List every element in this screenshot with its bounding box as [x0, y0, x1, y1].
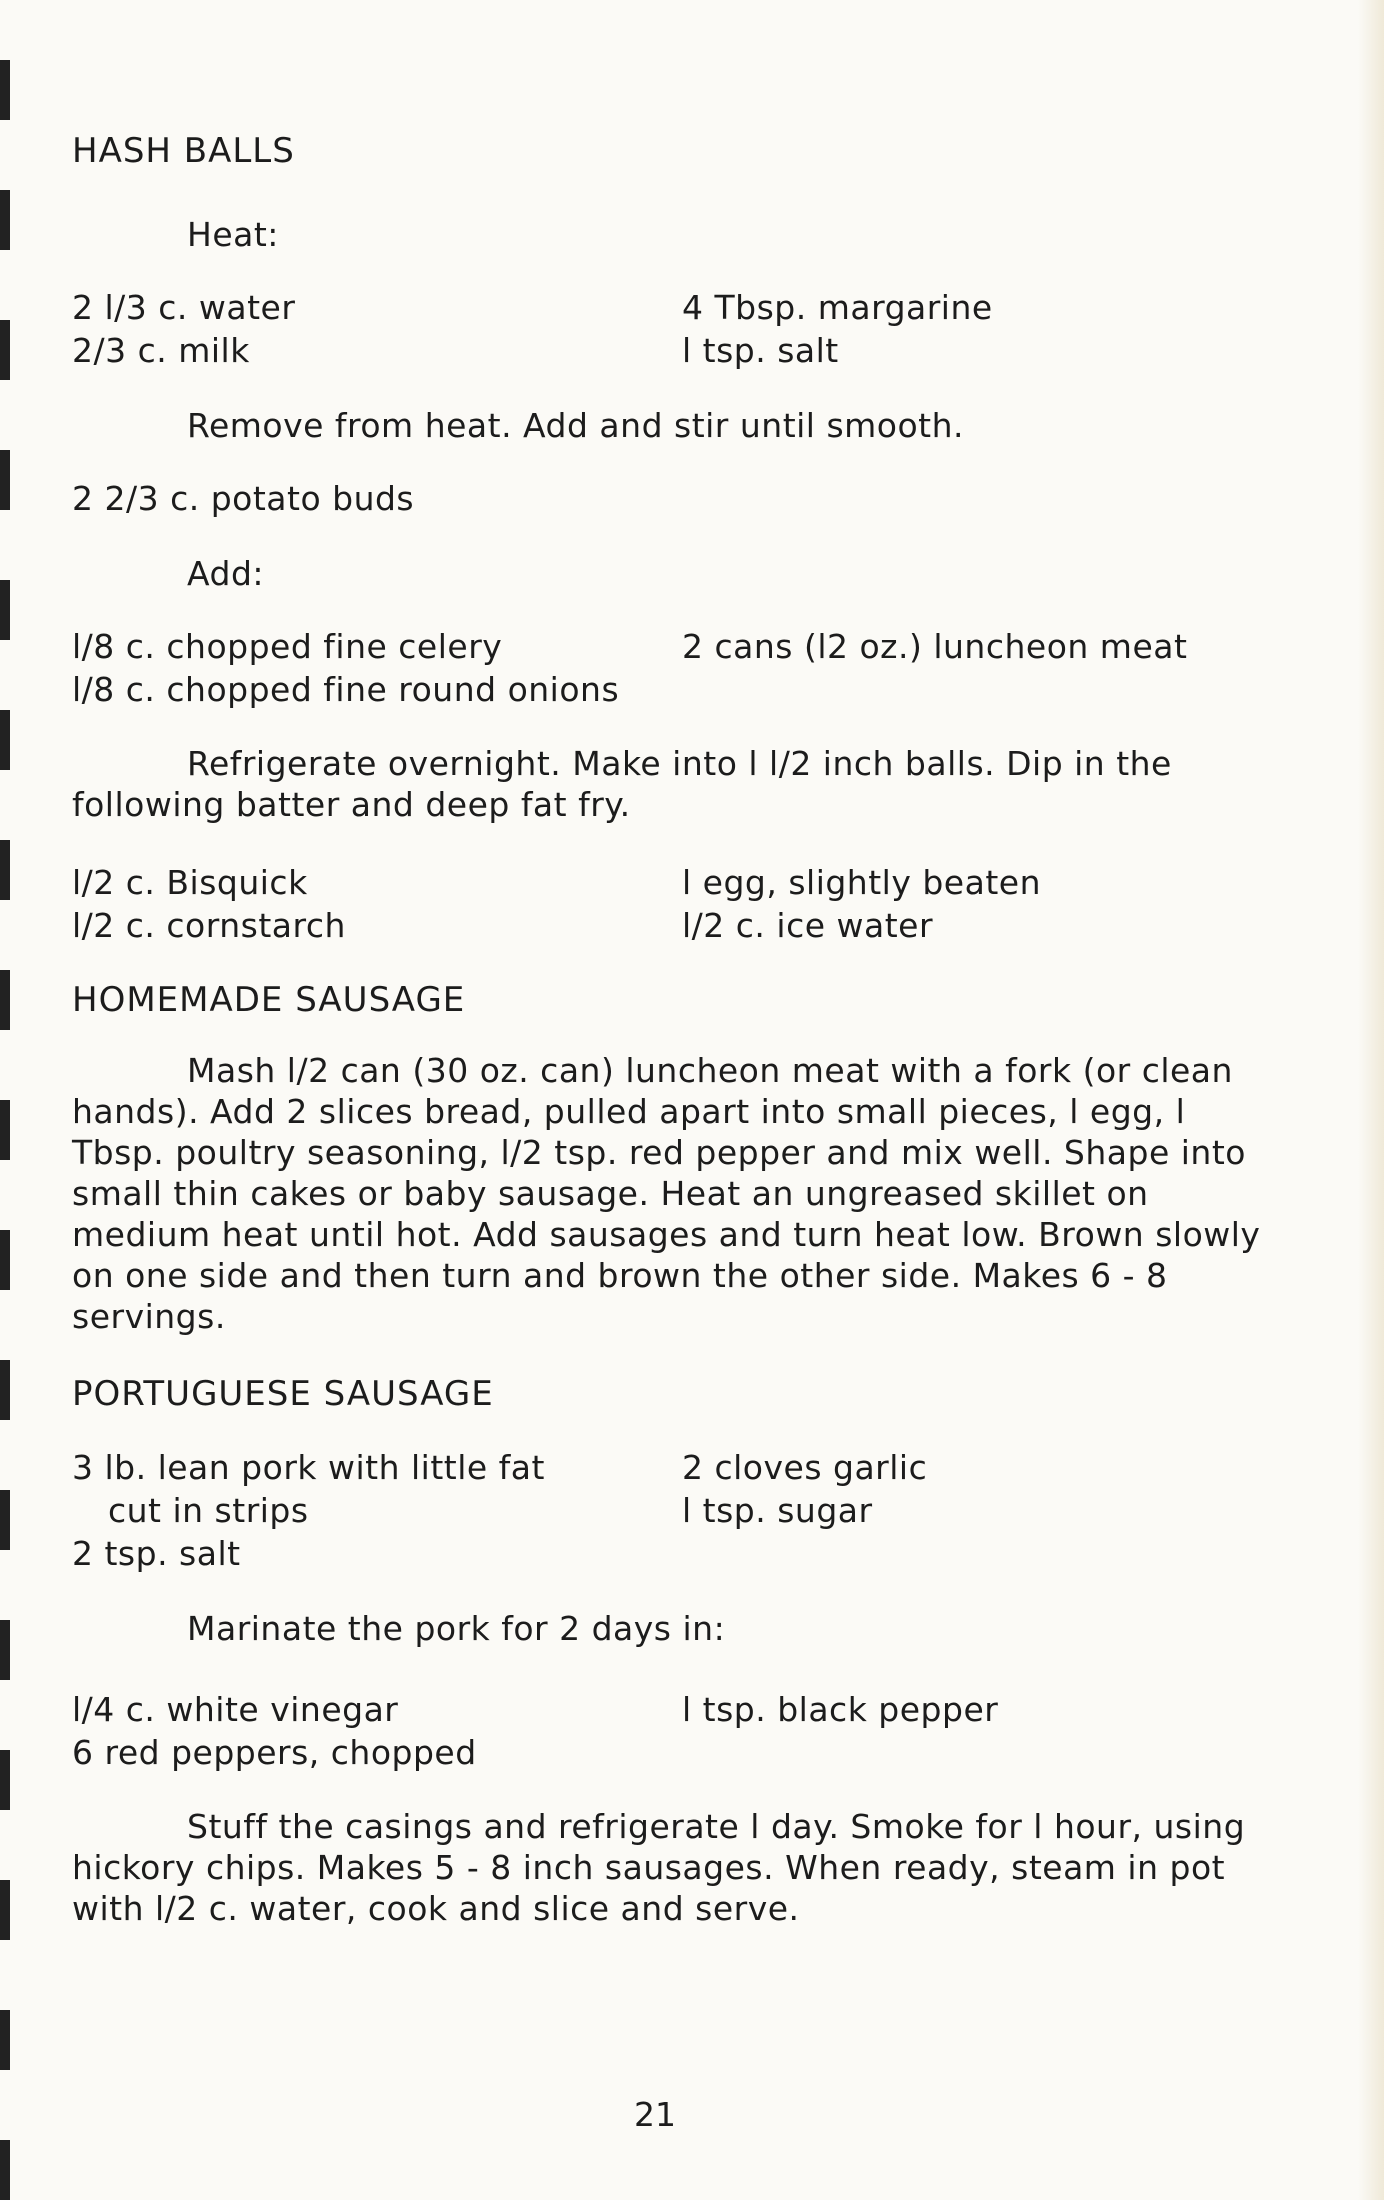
ingredient: 4 Tbsp. margarine	[682, 288, 993, 327]
ingredient: l/8 c. chopped fine celery	[72, 627, 503, 666]
recipe-portuguese-sausage	[72, 1373, 1262, 1929]
instruction: Remove from heat. Add and stir until smooth.	[187, 406, 965, 445]
recipe-title: HOMEMADE SAUSAGE	[72, 980, 466, 1020]
recipe-title: HASH BALLS	[72, 131, 295, 171]
ingredient: l/8 c. chopped fine round onions	[72, 670, 620, 709]
ingredient: l/2 c. cornstarch	[72, 906, 346, 945]
ingredient-group	[72, 625, 1262, 711]
instruction-add: Add:	[187, 554, 265, 593]
recipe-page	[72, 130, 1262, 1965]
ingredient: 2 l/3 c. water	[72, 288, 296, 327]
ingredient: 2 cans (l2 oz.) luncheon meat	[682, 627, 1188, 666]
instruction-heat: Heat:	[187, 215, 279, 254]
ingredient-group	[72, 1688, 1262, 1774]
recipe-hash-balls	[72, 130, 1262, 947]
ingredient-group	[72, 861, 1262, 947]
ingredient: l tsp. black pepper	[682, 1690, 999, 1729]
ingredient-group	[72, 286, 1262, 372]
ingredient: l tsp. salt	[682, 331, 839, 370]
instruction: Marinate the pork for 2 days in:	[187, 1609, 726, 1648]
ingredient: 6 red peppers, chopped	[72, 1733, 477, 1772]
ingredient: l tsp. sugar	[682, 1491, 873, 1530]
recipe-title: PORTUGUESE SAUSAGE	[72, 1374, 494, 1414]
instruction: Refrigerate overnight. Make into l l/2 inch balls. Dip in the following batter and deep fat fry.	[72, 744, 1172, 824]
ingredient: l/2 c. Bisquick	[72, 863, 308, 902]
recipe-instructions: Mash l/2 can (30 oz. can) luncheon meat with a fork (or clean hands). Add 2 slices bread, pulled apart into small pieces, l egg, l Tbsp. poultry seasoning, l/2 tsp. red pepper and mix well. Shape into small thin cakes or baby sausage. Heat an ungreased skillet on medium heat until hot. Add sausages and turn heat low. Brown slowly on one side and then turn and brown the other side. Makes 6 - 8 servings.	[72, 1051, 1261, 1336]
ingredient: 2 tsp. salt	[72, 1534, 241, 1573]
ingredient: 3 lb. lean pork with little fat	[72, 1448, 545, 1487]
ingredient-group	[72, 1446, 1262, 1575]
instruction: Stuff the casings and refrigerate l day. Smoke for l hour, using hickory chips. Makes 5 - 8 inch sausages. When ready, steam in pot with l/2 c. water, cook and slice and serve.	[72, 1807, 1246, 1928]
ingredient: l/2 c. ice water	[682, 906, 934, 945]
ingredient: 2 2/3 c. potato buds	[72, 479, 415, 518]
page-edge-shadow	[1358, 0, 1384, 2200]
recipe-homemade-sausage	[72, 979, 1262, 1337]
ingredient: 2 cloves garlic	[682, 1448, 928, 1487]
binding-edge	[0, 0, 10, 2200]
ingredient: l/4 c. white vinegar	[72, 1690, 399, 1729]
ingredient: l egg, slightly beaten	[682, 863, 1041, 902]
page-number: 21	[634, 2095, 676, 2134]
ingredient: 2/3 c. milk	[72, 331, 250, 370]
ingredient-note: cut in strips	[108, 1491, 309, 1530]
